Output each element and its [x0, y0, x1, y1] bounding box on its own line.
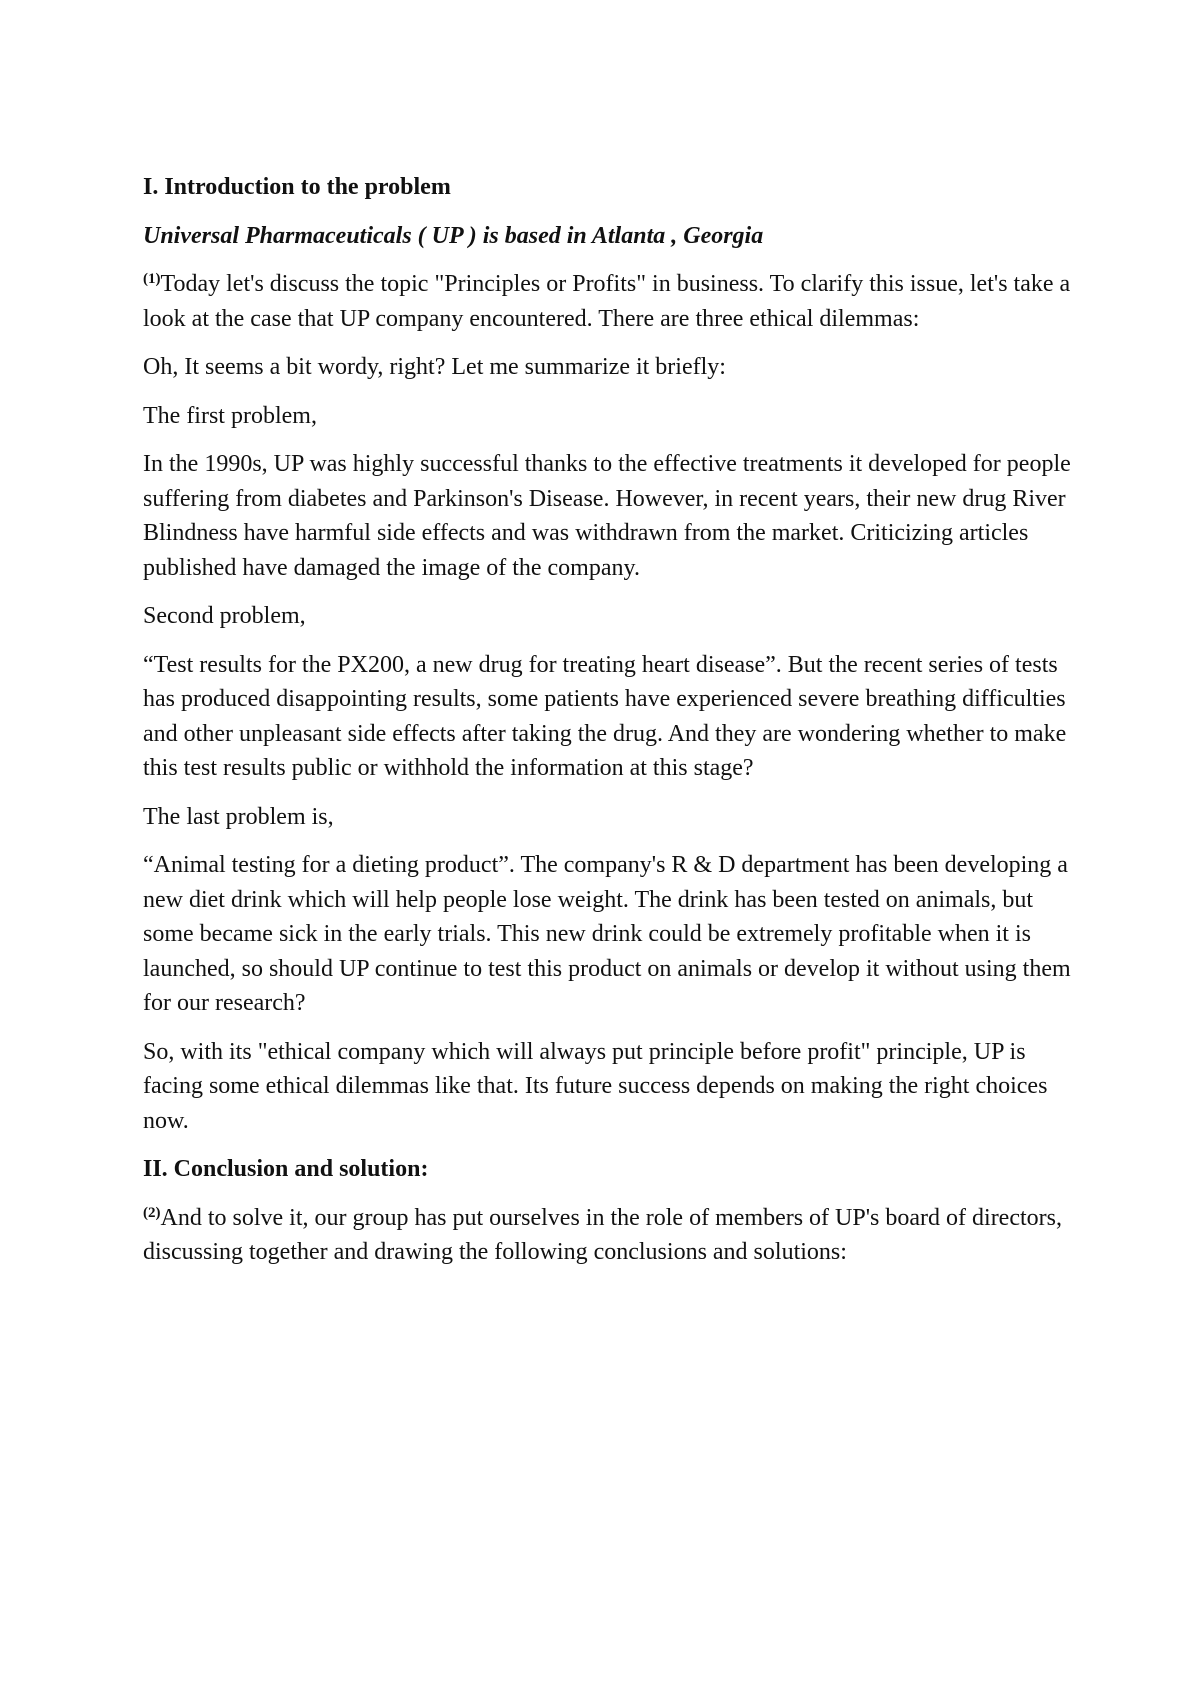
footnote-marker-2: (2) [143, 1204, 161, 1221]
second-problem-paragraph: “Test results for the PX200, a new drug for treating heart disease”. But the recent series of tests has produced disappointing results, some patients have experienced severe breathing difficulties and other unpleasant side effects after taking the drug. And they are wondering whether to make this test results public or withhold the information at this stage? [143, 651, 1067, 781]
section-2-heading: II. Conclusion and solution: [143, 1156, 429, 1182]
closing-paragraph: So, with its "ethical company which will always put principle before profit" principle, UP is facing some ethical dilemmas like that. Its future success depends on making the right choices now. [143, 1038, 1048, 1134]
intro-text: Today let's discuss the topic "Principles or Profits" in business. To clarify this issue, let's take a look at the case that UP company encountered. There are three ethical dilemmas: [143, 271, 1071, 332]
document-body [143, 170, 1073, 1284]
second-problem-label: Second problem, [143, 603, 306, 629]
summary-paragraph: Oh, It seems a bit wordy, right? Let me summarize it briefly: [143, 354, 726, 380]
first-problem-paragraph: In the 1990s, UP was highly successful thanks to the effective treatments it developed for people suffering from diabetes and Parkinson's Disease. However, in recent years, their new drug River Blindness have harmful side effects and was withdrawn from the market. Criticizing articles published have damaged the image of the company. [143, 451, 1071, 581]
footnote-marker-1: (1) [143, 271, 161, 287]
solution-text: And to solve it, our group has put ourselves in the role of members of UP's board of directors, discussing together and drawing the following conclusions and solutions: [143, 1204, 1062, 1265]
section-1-heading: I. Introduction to the problem [143, 174, 451, 200]
third-problem-paragraph: “Animal testing for a dieting product”. The company's R & D department has been developing a new diet drink which will help people lose weight. The drink has been tested on animals, but some became sick in the early trials. This new drink could be extremely profitable when it is launched, so should UP continue to test this product on animals or develop it without using them for our research? [143, 852, 1071, 1016]
solution-paragraph [143, 1201, 1073, 1270]
intro-paragraph [143, 267, 1073, 336]
third-problem-label: The last problem is, [143, 803, 334, 830]
first-problem-label: The first problem, [143, 402, 317, 429]
case-subheading: Universal Pharmaceuticals ( UP ) is based in Atlanta , Georgia [143, 222, 764, 249]
